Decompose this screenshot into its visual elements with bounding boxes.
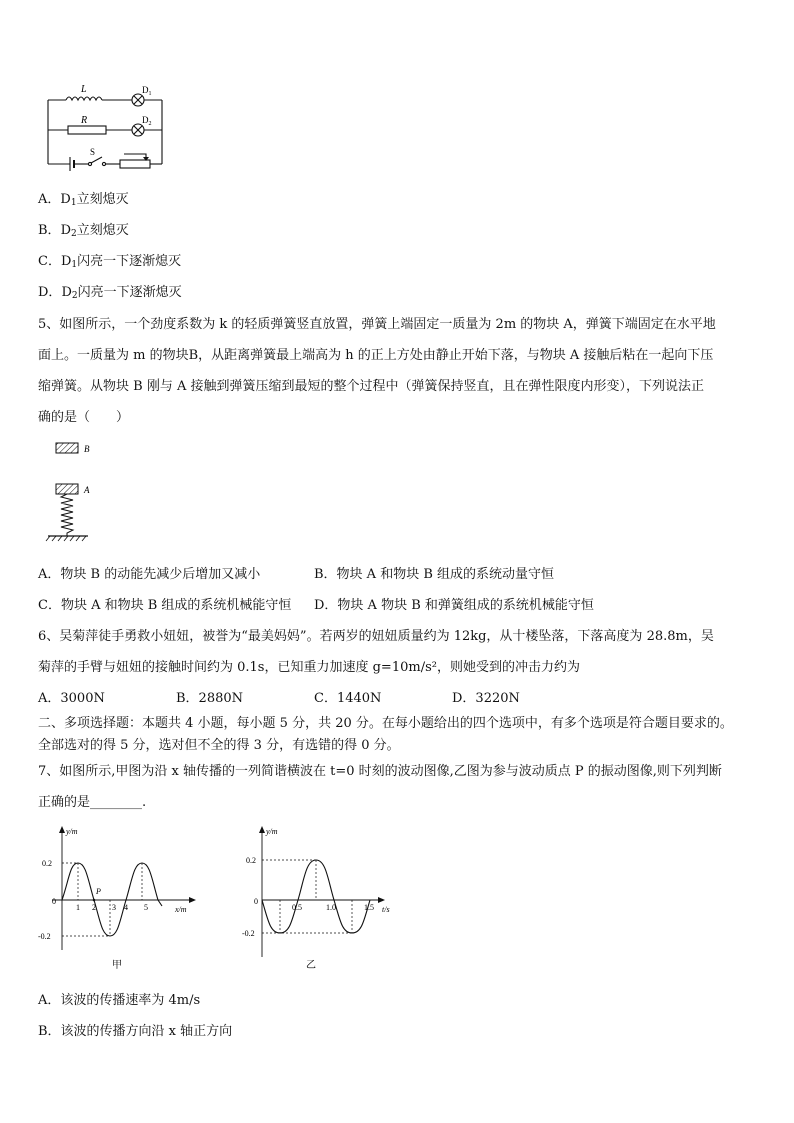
q5-option-a[interactable]: A．物块 B 的动能先减少后增加又减小 <box>38 567 261 582</box>
graph-yi-xtick: 1.5 <box>364 903 374 912</box>
graph-jia-ytick: 0 <box>52 897 56 906</box>
q7-stem-line-2: 正确的是________. <box>38 795 147 810</box>
block-b-label: B <box>84 444 90 454</box>
circuit-diagram <box>40 82 170 172</box>
q7-option-b[interactable]: B．该波的传播方向沿 x 轴正方向 <box>38 1024 233 1039</box>
graph-jia-xlabel: x/m <box>175 905 187 914</box>
block-a-label: A <box>84 485 90 495</box>
graph-yi-xlabel: t/s <box>382 905 390 914</box>
graph-jia-xtick: 4 <box>124 903 128 912</box>
inductor-label: L <box>81 84 87 95</box>
graph-jia-ytick: -0.2 <box>38 932 51 941</box>
lamp-d2-label: $D_2$ <box>142 115 152 127</box>
q6-option-d[interactable]: D．3220N <box>452 691 520 706</box>
resistor-label: R <box>81 115 88 126</box>
q5-stem-line-3: 缩弹簧。从物块 B 刚与 A 接触到弹簧压缩到最短的整个过程中（弹簧保持竖直，且在弹性限度内形变），下列说法正 <box>38 379 704 394</box>
q7-option-a[interactable]: A．该波的传播速率为 4m/s <box>38 993 201 1008</box>
graph-yi-xtick: 1.0 <box>326 903 336 912</box>
wave-curve-jia <box>62 863 162 936</box>
graph-jia-xtick: 3 <box>112 903 116 912</box>
graph-yi-caption: 乙 <box>306 960 316 971</box>
q6-stem-line-2: 菊萍的手臂与妞妞的接触时间约为 0.1s，已知重力加速度 g=10m/s²，则她受到的冲击力约为 <box>38 660 580 675</box>
graph-yi-ylabel: y/m <box>266 827 278 836</box>
graph-jia-xtick: 1 <box>76 903 80 912</box>
section2-heading-line-1: 二、多项选择题：本题共 4 小题，每小题 5 分，共 20 分。在每小题给出的四个选项中，有多个选项是符合题目要求的。 <box>38 716 733 731</box>
block-b <box>56 443 78 453</box>
lamp-d1-label: $D_1$ <box>142 85 152 97</box>
q6-stem-line-1: 6、吴菊萍徒手勇救小妞妞，被誉为“最美妈妈”。若两岁的妞妞质量约为 12kg，从十楼坠落，下落高度为 28.8m，吴 <box>38 629 714 644</box>
point-p-label: P <box>96 887 101 896</box>
graph-yi-ytick: -0.2 <box>242 929 255 938</box>
spring-block-figure <box>40 438 120 548</box>
block-a <box>56 484 78 494</box>
q4-option-c[interactable]: C．$D_1$闪亮一下逐渐熄灭 <box>38 254 182 270</box>
graph-yi-xtick: 0.5 <box>292 903 302 912</box>
q6-option-a[interactable]: A．3000N <box>38 691 105 706</box>
q4-option-b[interactable]: B．$D_2$立刻熄灭 <box>38 223 129 239</box>
wave-graph-jia <box>38 822 198 972</box>
graph-jia-ylabel: y/m <box>66 827 78 836</box>
spring <box>61 494 73 536</box>
graph-jia-xtick: 5 <box>144 903 148 912</box>
q5-stem-line-2: 面上。一质量为 m 的物块B，从距离弹簧最上端高为 h 的正上方处由静止开始下落，与物块 A 接触后粘在一起向下压 <box>38 348 714 363</box>
q5-option-b[interactable]: B．物块 A 和物块 B 组成的系统动量守恒 <box>314 567 555 582</box>
section2-heading-line-2: 全部选对的得 5 分，选对但不全的得 3 分，有选错的得 0 分。 <box>38 738 400 753</box>
q5-stem-line-4: 确的是（ ） <box>38 410 130 425</box>
vibration-graph-yi <box>232 822 402 972</box>
q6-option-b[interactable]: B．2880N <box>176 691 244 706</box>
q5-option-c[interactable]: C．物块 A 和物块 B 组成的系统机械能守恒 <box>38 598 292 613</box>
q7-stem-line-1: 7、如图所示,甲图为沿 x 轴传播的一列简谐横波在 t=0 时刻的波动图像,乙图为参与波动质点 P 的振动图像,则下列判断 <box>38 764 722 779</box>
q4-option-a[interactable]: A．$D_1$立刻熄灭 <box>38 192 129 208</box>
graph-yi-ytick: 0.2 <box>246 856 256 865</box>
graph-jia-ytick: 0.2 <box>42 859 52 868</box>
q5-stem-line-1: 5、如图所示，一个劲度系数为 k 的轻质弹簧竖直放置，弹簧上端固定一质量为 2m 的物块 A，弹簧下端固定在水平地 <box>38 317 716 332</box>
q5-option-d[interactable]: D．物块 A 物块 B 和弹簧组成的系统机械能守恒 <box>314 598 594 613</box>
graph-jia-xtick: 2 <box>92 903 96 912</box>
q6-option-c[interactable]: C．1440N <box>314 691 382 706</box>
switch-label: S <box>90 147 96 157</box>
q4-option-d[interactable]: D．$D_2$闪亮一下逐渐熄灭 <box>38 285 182 301</box>
graph-jia-caption: 甲 <box>112 960 122 971</box>
graph-yi-ytick: 0 <box>254 897 258 906</box>
